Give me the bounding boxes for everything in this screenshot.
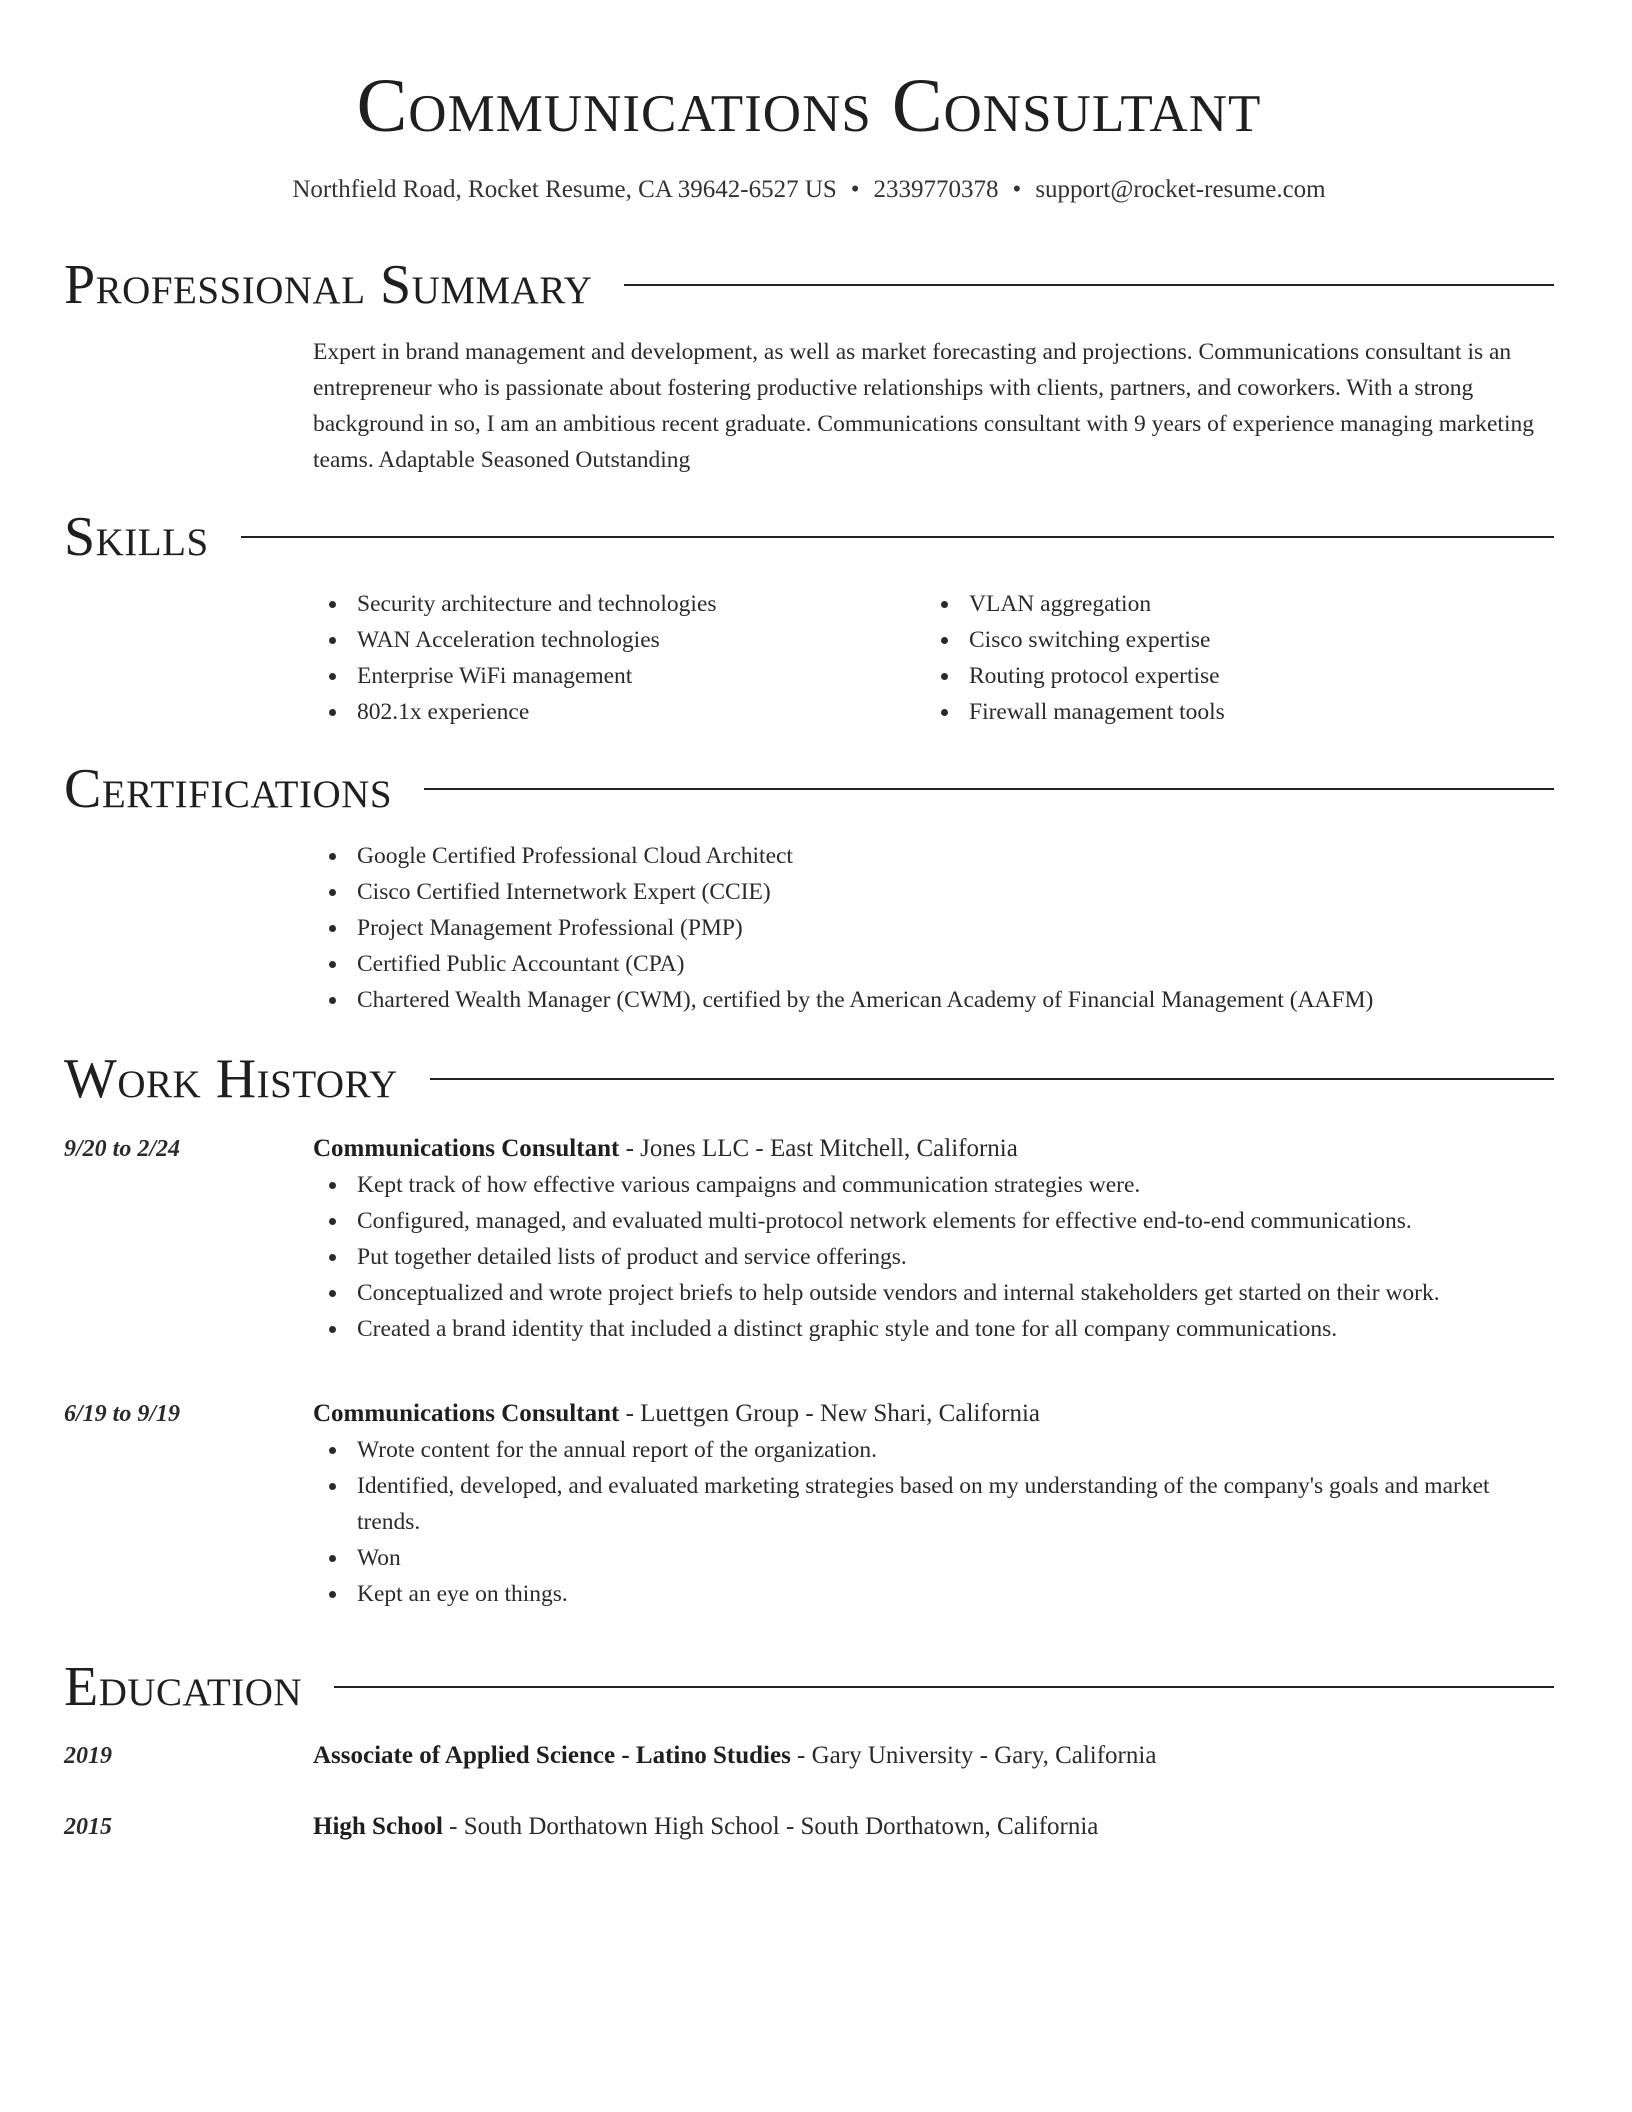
skill-item: 802.1x experience [313, 694, 925, 730]
contact-phone: 2339770378 [873, 176, 999, 203]
certifications-section-header [64, 754, 1554, 824]
education-entry [313, 1738, 1553, 1774]
job-title-line [313, 1396, 1553, 1432]
skills-list-left [313, 586, 925, 730]
job-bullet: Won [313, 1540, 1553, 1576]
summary-section-header [64, 250, 1554, 320]
education-entry [313, 1809, 1553, 1845]
summary-text: Expert in brand management and development, as well as market forecasting and projections. Communications consultant is an entrepreneur who is passionate about fostering productive relationships with clients, partners, and coworkers. With a strong background in so, I am an ambitious recent graduate. Communications consultant with 9 years of experience managing marketing teams. Adaptable Seasoned Outstanding [313, 339, 1534, 473]
contact-email: support@rocket-resume.com [1035, 176, 1326, 203]
work-heading: Work History [64, 1048, 398, 1110]
job-bullets [313, 1432, 1553, 1612]
job-bullets [313, 1167, 1553, 1347]
job-bullet: Configured, managed, and evaluated multi-protocol network elements for effective end-to-end communications. [313, 1203, 1553, 1239]
job-bullet: Kept an eye on things. [313, 1576, 1553, 1612]
section-divider [424, 788, 1554, 790]
certification-item: Certified Public Accountant (CPA) [313, 946, 1553, 982]
education-year: 2015 [64, 1814, 112, 1840]
skills-columns [313, 586, 1553, 730]
education-details: - South Dorthatown High School - South Dorthatown, California [442, 1813, 1099, 1840]
job-title-line [313, 1131, 1553, 1167]
certifications-content [313, 838, 1553, 1018]
skill-item: Security architecture and technologies [313, 586, 925, 622]
job-bullet: Wrote content for the annual report of the organization. [313, 1432, 1553, 1468]
job-dates: 9/20 to 2/24 [64, 1136, 181, 1162]
education-heading: Education [64, 1656, 303, 1718]
section-divider [430, 1078, 1554, 1080]
section-divider [241, 536, 1554, 538]
job-details: - Jones LLC - East Mitchell, California [619, 1135, 1018, 1162]
job-title: Communications Consultant [313, 1400, 620, 1427]
job-bullet: Created a brand identity that included a distinct graphic style and tone for all company communications. [313, 1311, 1553, 1347]
job-bullet: Kept track of how effective various campaigns and communication strategies were. [313, 1167, 1553, 1203]
contact-line [64, 172, 1554, 208]
job-details: - Luettgen Group - New Shari, California [619, 1400, 1041, 1427]
separator-dot: • [850, 176, 860, 203]
education-section-header [64, 1652, 1554, 1722]
skill-item: Routing protocol expertise [925, 658, 1537, 694]
contact-address: Northfield Road, Rocket Resume, CA 39642-6527 US [292, 176, 837, 203]
section-divider [624, 284, 1554, 286]
job-entry [313, 1131, 1553, 1347]
job-bullet: Conceptualized and wrote project briefs to help outside vendors and internal stakeholders get started on their work. [313, 1275, 1553, 1311]
section-divider [334, 1686, 1554, 1688]
certification-item: Cisco Certified Internetwork Expert (CCIE) [313, 874, 1553, 910]
skill-item: Firewall management tools [925, 694, 1537, 730]
job-title: Communications Consultant [313, 1135, 620, 1162]
education-year: 2019 [64, 1743, 112, 1769]
education-details: - Gary University - Gary, California [790, 1742, 1157, 1769]
certification-item: Google Certified Professional Cloud Architect [313, 838, 1553, 874]
separator-dot: • [1012, 176, 1022, 203]
skills-list-right [925, 586, 1537, 730]
skill-item: VLAN aggregation [925, 586, 1537, 622]
education-degree: Associate of Applied Science - Latino Studies [313, 1742, 791, 1769]
skill-item: WAN Acceleration technologies [313, 622, 925, 658]
certification-item: Chartered Wealth Manager (CWM), certified by the American Academy of Financial Management (AAFM) [313, 982, 1553, 1018]
job-bullet: Identified, developed, and evaluated marketing strategies based on my understanding of the company's goals and market trends. [313, 1468, 1553, 1540]
skill-item: Cisco switching expertise [925, 622, 1537, 658]
skills-heading: Skills [64, 506, 209, 568]
job-dates: 6/19 to 9/19 [64, 1401, 181, 1427]
certifications-heading: Certifications [64, 758, 393, 820]
skills-section-header [64, 502, 1554, 572]
resume-name: Communications Consultant [356, 64, 1262, 148]
job-entry [313, 1396, 1553, 1612]
job-bullet: Put together detailed lists of product and service offerings. [313, 1239, 1553, 1275]
work-section-header [64, 1044, 1554, 1114]
certifications-list [313, 838, 1553, 1018]
education-degree: High School [313, 1813, 443, 1840]
summary-heading: Professional Summary [64, 254, 593, 316]
skill-item: Enterprise WiFi management [313, 658, 925, 694]
certification-item: Project Management Professional (PMP) [313, 910, 1553, 946]
